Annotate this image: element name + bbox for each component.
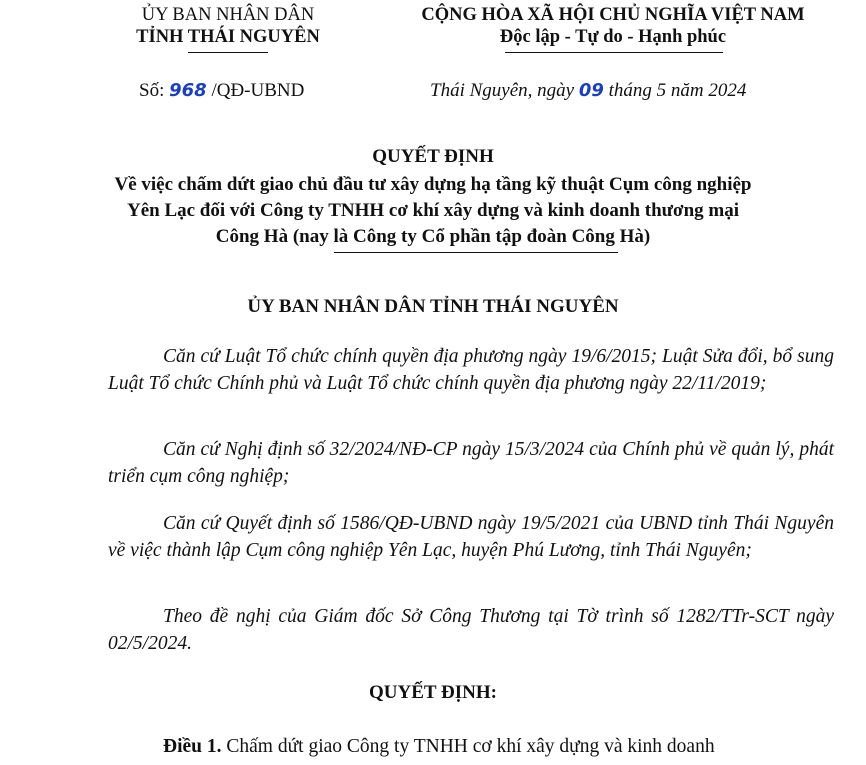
subject-line3: Công Hà (nay là Công ty Cổ phần tập đoàn Công Hà) <box>215 226 651 247</box>
basis-paragraph-1: Căn cứ Luật Tổ chức chính quyền địa phương ngày 19/6/2015; Luật Sửa đổi, bổ sung Luật Tổ chức Chính phủ và Luật Tổ chức chính quyền địa phương ngày 22/11/2019; <box>108 346 834 394</box>
basis-paragraph-3: Căn cứ Quyết định số 1586/QĐ-UBND ngày 19/5/2021 của UBND tỉnh Thái Nguyên về việc thành lập Cụm công nghiệp Yên Lạc, huyện Phú Lương, tỉnh Thái Nguyên; <box>108 513 834 561</box>
article-1-label: Điều 1. <box>163 736 222 757</box>
motto-underline <box>505 52 723 53</box>
date-day-handwritten: 09 <box>578 80 604 101</box>
date-prefix: Thái Nguyên, ngày <box>430 80 575 101</box>
date-suffix: tháng 5 năm 2024 <box>608 80 747 101</box>
national-title: CỘNG HÒA XÃ HỘI CHỦ NGHĨA VIỆT NAM <box>421 5 805 25</box>
subject-line1: Về việc chấm dứt giao chủ đầu tư xây dựng hạ tầng kỹ thuật Cụm công nghiệp <box>114 174 752 195</box>
document-date <box>430 80 746 102</box>
article-1-text: Chấm dứt giao Công ty TNHH cơ khí xây dựng và kinh doanh <box>226 736 715 757</box>
motto-line: Độc lập - Tự do - Hạnh phúc <box>499 27 727 47</box>
issuer-name <box>108 4 348 48</box>
issuer-line1: ỦY BAN NHÂN DÂN <box>141 5 315 25</box>
basis-paragraph-4: Theo đề nghị của Giám đốc Sở Công Thương tại Tờ trình số 1282/TTr-SCT ngày 02/5/2024. <box>108 606 834 654</box>
issuer-underline <box>188 52 268 53</box>
number-suffix: /QĐ-UBND <box>211 80 305 101</box>
basis-paragraph-2: Căn cứ Nghị định số 32/2024/NĐ-CP ngày 15/3/2024 của Chính phủ về quản lý, phát triển cụm công nghiệp; <box>108 439 834 487</box>
issuer-line2: TỈNH THÁI NGUYÊN <box>136 27 320 47</box>
subject-line2: Yên Lạc đối với Công ty TNHH cơ khí xây dựng và kinh doanh thương mại <box>126 200 740 221</box>
decision-heading: QUYẾT ĐỊNH: <box>369 682 497 703</box>
document-number <box>139 80 304 102</box>
decision-subject <box>0 172 866 250</box>
authority-heading: ỦY BAN NHÂN DÂN TỈNH THÁI NGUYÊN <box>247 296 619 317</box>
decision-title: QUYẾT ĐỊNH <box>372 146 494 167</box>
number-prefix: Số: <box>139 80 165 101</box>
title-underline <box>334 252 618 253</box>
number-handwritten: 968 <box>169 80 207 101</box>
national-motto <box>388 4 838 48</box>
article-1 <box>163 736 715 758</box>
